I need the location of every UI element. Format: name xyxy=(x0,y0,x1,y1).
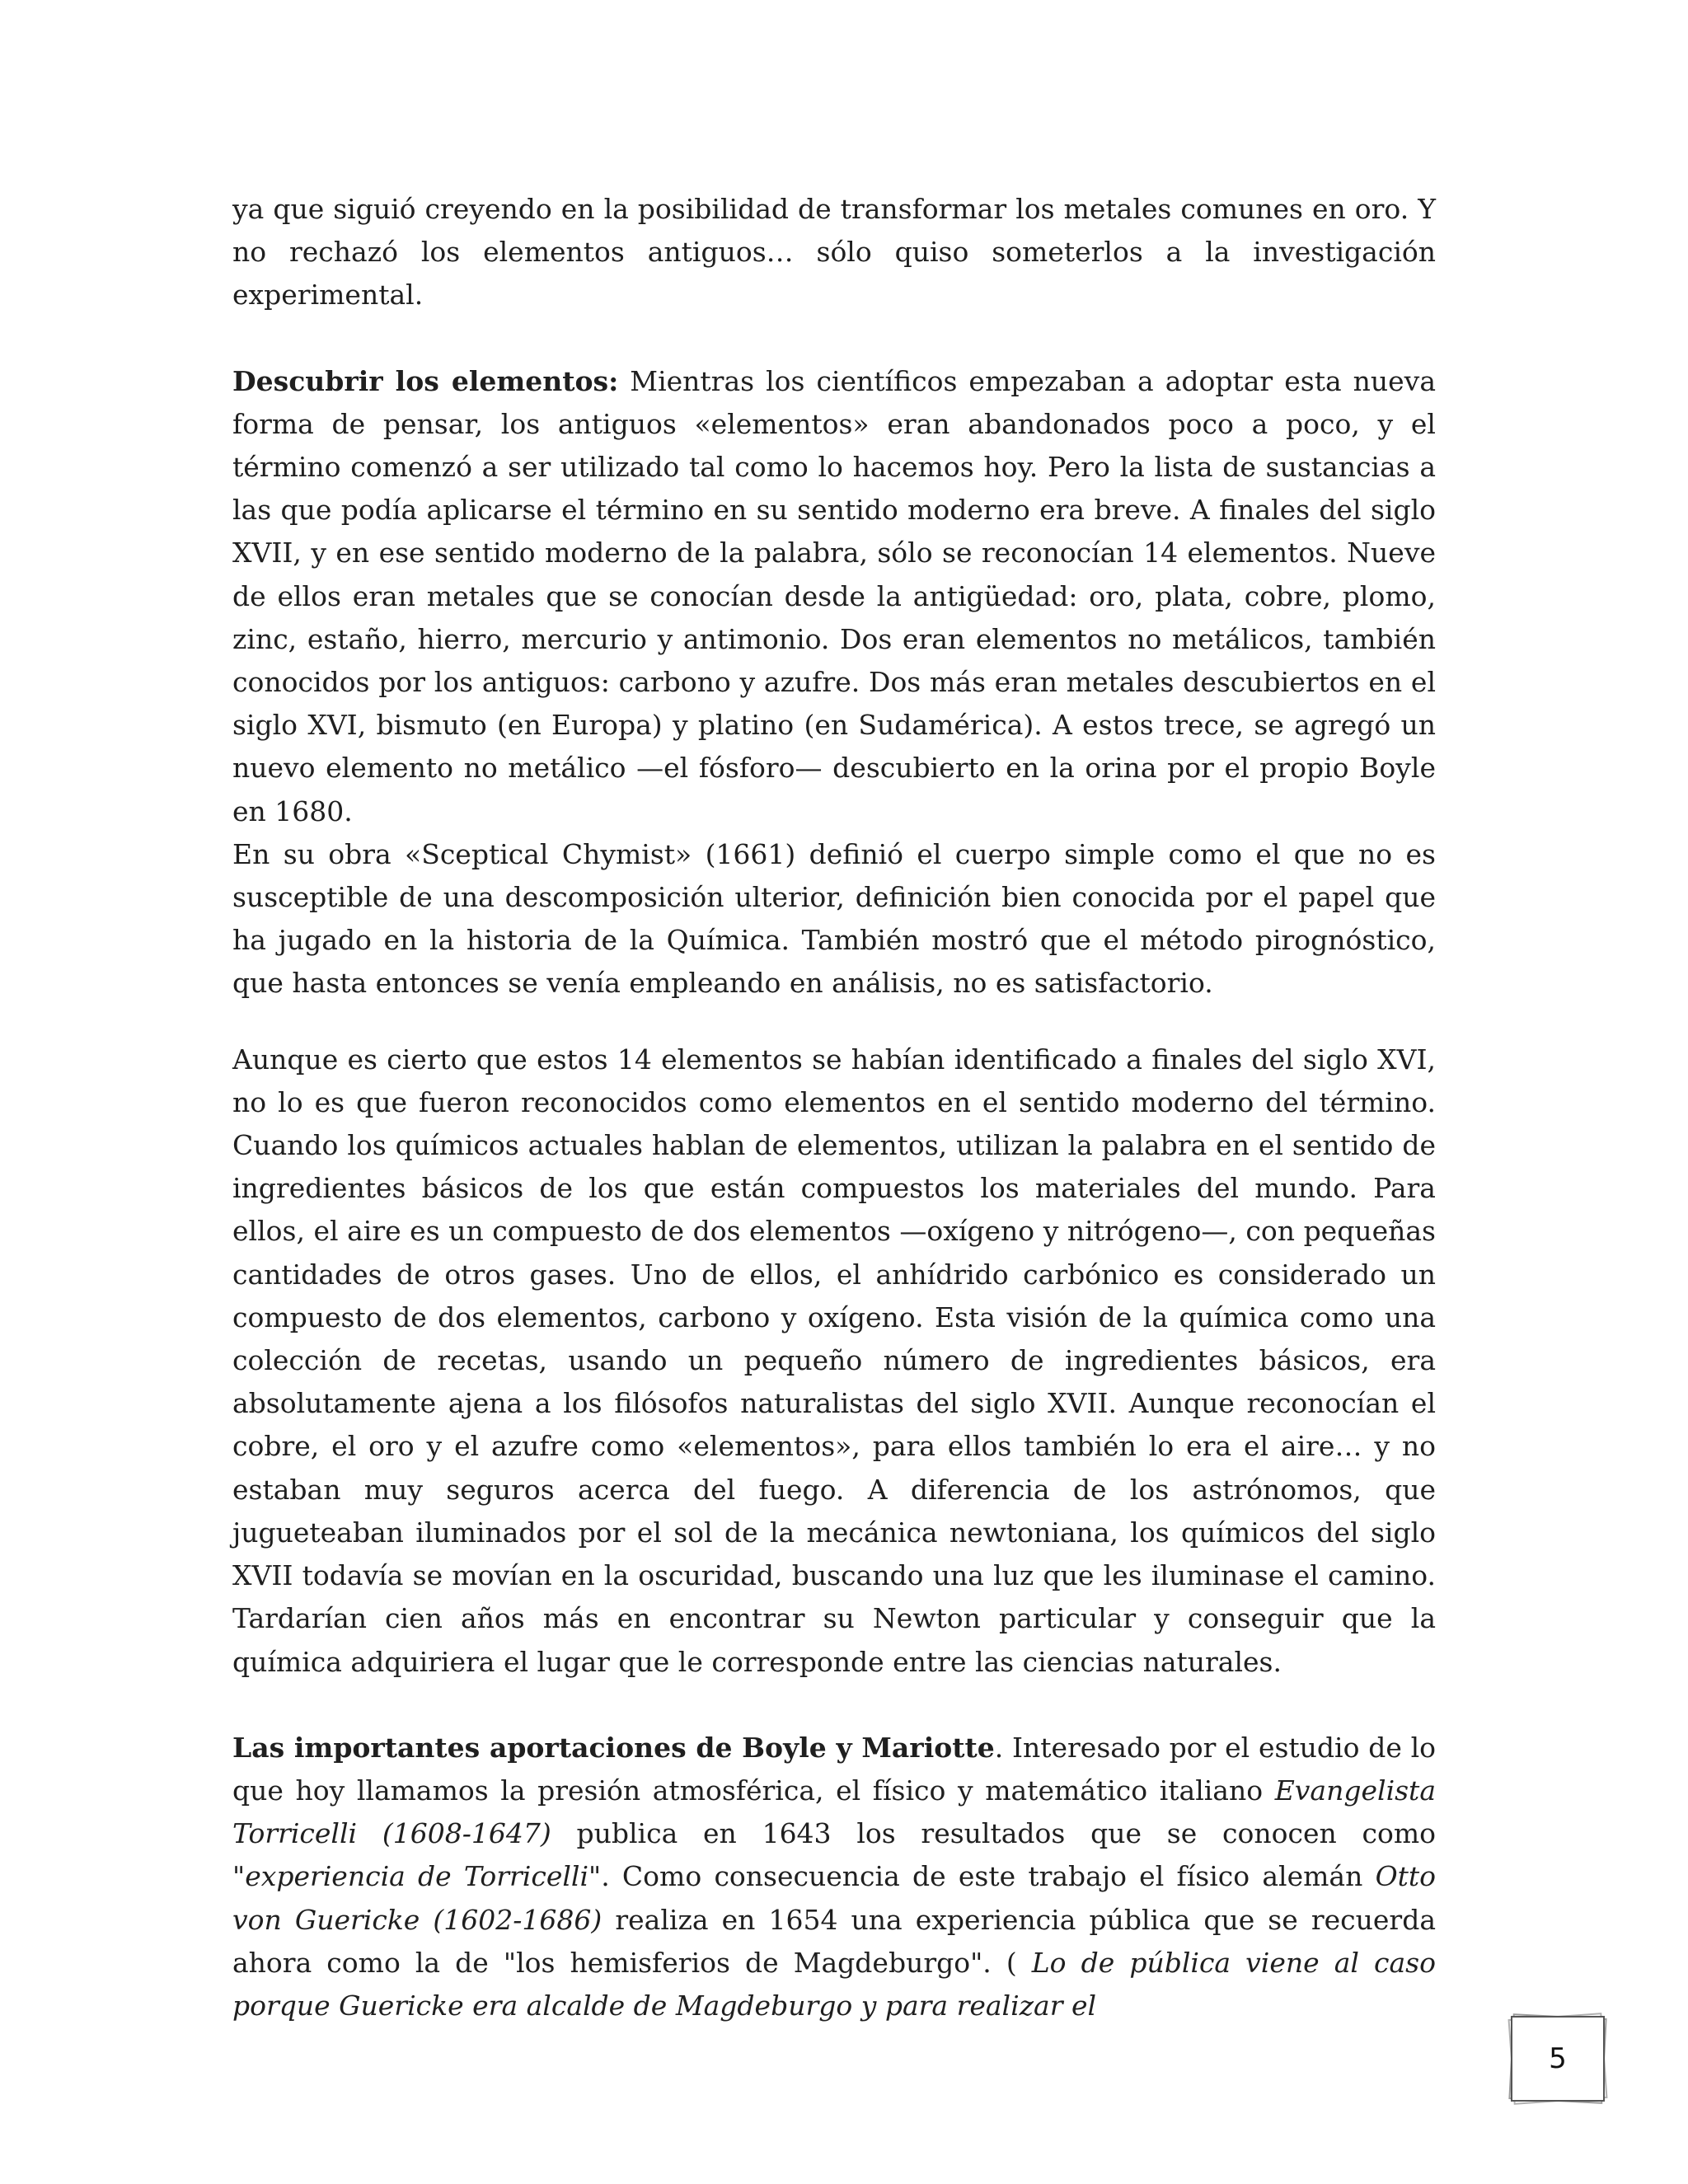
italic-experiencia-torricelli: experiencia de Torricelli xyxy=(245,1860,589,1893)
text-span: ". Como consecuencia de este trabajo el físico alemán xyxy=(588,1860,1376,1893)
page-number: 5 xyxy=(1549,2042,1567,2075)
text-span: publica en 1643 los resultados que se conocen como " xyxy=(232,1817,1437,1893)
body-text xyxy=(232,188,1436,2027)
text-span: realiza en 1654 una experiencia pública que se recuerda ahora como la de "los hemisferios de Magdeburgo". ( xyxy=(232,1903,1436,1979)
paragraph-intro: ya que siguió creyendo en la posibilidad de transformar los metales comunes en oro. Y no rechazó los elementos antiguos… sólo quiso someterlos a la investigación experimental. xyxy=(232,193,1436,312)
italic-name-torricelli: Evangelista Torricelli (1608-1647) xyxy=(232,1774,1436,1850)
text-span: . Interesado por el estudio de lo que hoy llamamos la presión atmosférica, el físico y matemático italiano xyxy=(232,1731,1436,1807)
paragraph-boyle-mariotte xyxy=(232,1727,1436,2027)
section-heading-boyle-mariotte: Las importantes aportaciones de Boyle y Mariotte xyxy=(232,1731,995,1764)
paragraph-14-elementos: Aunque es cierto que estos 14 elementos se habían identificado a finales del siglo XVI, no lo es que fueron reconocidos como elementos en el sentido moderno del término. Cuando los químicos actuales hablan de elementos, utilizan la palabra en el sentido de ingredientes básicos de los que están compuestos los materiales del mundo. Para ellos, el aire es un compuesto de dos elementos —oxígeno y nitrógeno—, con pequeñas cantidades de otros gases. Uno de ellos, el anhídrido carbónico es considerado un compuesto de dos elementos, carbono y oxígeno. Esta visión de la química como una colección de recetas, usando un pequeño número de ingredientes básicos, era absolutamente ajena a los filósofos naturalistas del siglo XVII. Aunque reconocían el cobre, el oro y el azufre como «elementos», para ellos también lo era el aire… y no estaban muy seguros acerca del fuego. A diferencia de los astrónomos, que jugueteaban iluminados por el sol de la mecánica newtoniana, los químicos del siglo XVII todavía se movían en la oscuridad, buscando una luz que les iluminase el camino. Tardarían cien años más en encontrar su Newton particular y conseguir que la química adquiriera el lugar que le corresponde entre las ciencias naturales. xyxy=(232,1043,1436,1678)
page-number-badge xyxy=(1511,2016,1605,2102)
section-heading-descubrir: Descubrir los elementos: xyxy=(232,364,619,397)
italic-note-guericke: Lo de pública viene al caso porque Guericke era alcalde de Magdeburgo y para realizar el xyxy=(232,1946,1436,2022)
italic-name-guericke: Otto von Guericke (1602-1686) xyxy=(232,1860,1437,1936)
paragraph-sceptical-chymist: En su obra «Sceptical Chymist» (1661) definió el cuerpo simple como el que no es susceptible de una descomposición ulterior, definición bien conocida por el papel que ha jugado en la historia de la Química. También mostró que el método pirognóstico, que hasta entonces se venía empleando en análisis, no es satisfactorio. xyxy=(232,837,1436,1000)
paragraph-descubrir-elementos xyxy=(232,360,1436,833)
paragraph-descubrir-body: Mientras los científicos empezaban a adoptar esta nueva forma de pensar, los antiguos «elementos» eran abandonados poco a poco, y el término comenzó a ser utilizado tal como lo hacemos hoy. Pero la lista de sustancias a las que podía aplicarse el término en su sentido moderno era breve. A finales del siglo XVII, y en ese sentido moderno de la palabra, sólo se reconocían 14 elementos. Nueve de ellos eran metales que se conocían desde la antigüedad: oro, plata, cobre, plomo, zinc, estaño, hierro, mercurio y antimonio. Dos eran elementos no metálicos, también conocidos por los antiguos: carbono y azufre. Dos más eran metales descubiertos en el siglo XVI, bismuto (en Europa) y platino (en Sudamérica). A estos trece, se agregó un nuevo elemento no metálico —el fósforo— descubierto en la orina por el propio Boyle en 1680. xyxy=(232,364,1436,827)
